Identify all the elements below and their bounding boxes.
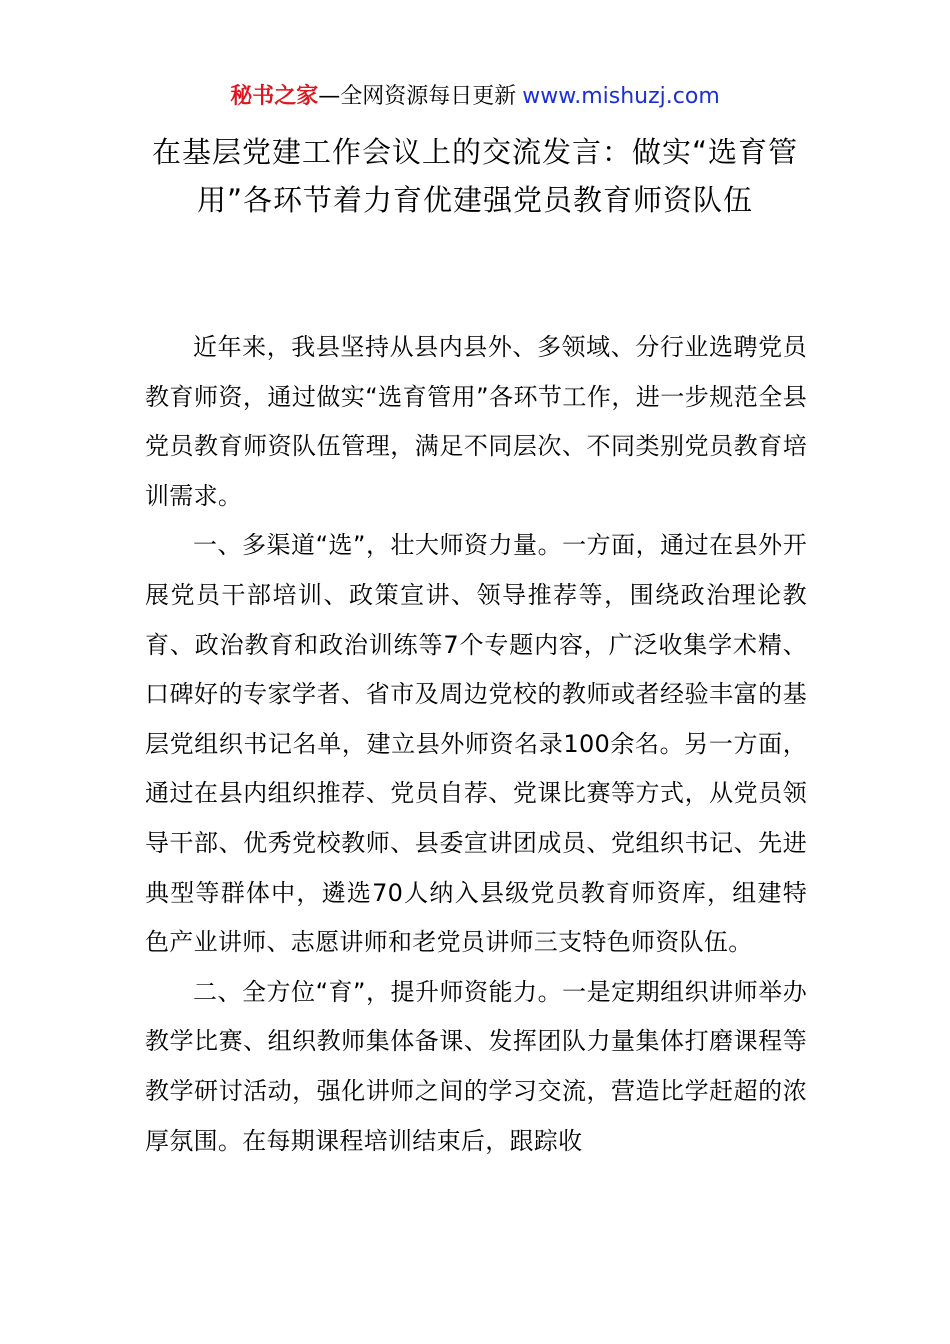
section-two-paragraph: 二、全方位“育”，提升师资能力。一是定期组织讲师举办教学比赛、组织教师集体备课、发挥团队力量集体打磨课程等教学研讨活动，强化讲师之间的学习交流，营造比学赶超的浓厚氛围。在每期课程培训结束后，跟踪收: [145, 977, 807, 1155]
header-tagline: —全网资源每日更新: [318, 84, 517, 109]
site-header: [0, 82, 950, 112]
brand-name: 秘书之家: [230, 84, 319, 109]
intro-paragraph: 近年来，我县坚持从县内县外、多领域、分行业选聘党员教育师资，通过做实“选育管用”各环节工作，进一步规范全县党员教育师资队伍管理，满足不同层次、不同类别党员教育培训需求。: [145, 333, 807, 510]
site-url[interactable]: www.mishuzj.com: [522, 84, 720, 109]
section-one-paragraph: 一、多渠道“选”，壮大师资力量。一方面，通过在县外开展党员干部培训、政策宣讲、领导推荐等，围绕政治理论教育、政治教育和政治训练等7个专题内容，广泛收集学术精、口碑好的专家学者、省市及周边党校的教师或者经验丰富的基层党组织书记名单，建立县外师资名录100余名。另一方面，通过在县内组织推荐、党员自荐、党课比赛等方式，从党员领导干部、优秀党校教师、县委宣讲团成员、党组织书记、先进典型等群体中，遴选70人纳入县级党员教育师资库，组建特色产业讲师、志愿讲师和老党员讲师三支特色师资队伍。: [145, 531, 807, 957]
document-title: 在基层党建工作会议上的交流发言：做实“选育管用”各环节着力育优建强党员教育师资队伍: [151, 135, 799, 217]
document-body: [145, 323, 807, 1166]
